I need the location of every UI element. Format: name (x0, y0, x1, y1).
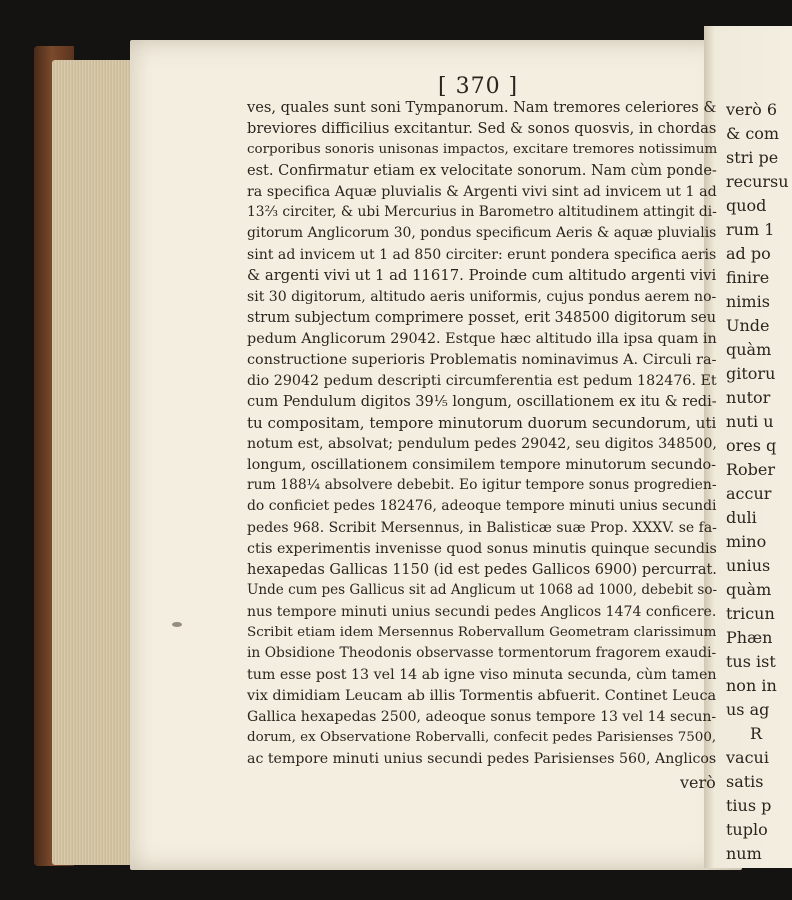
next-page-fragment: ad po (726, 244, 771, 263)
text-line: dorum, ex Observatione Robervalli, confecit pedes Parisienses 7500, (247, 730, 717, 745)
text-line: corporibus sonoris unisonas impactos, excitare tremores notissimum (247, 142, 718, 157)
text-line: ra specifica Aquæ pluvialis & Argenti vivi sint ad invicem ut 1 ad (247, 184, 717, 200)
text-line: nus tempore minuti unius secundi pedes Anglicos 1474 conficere. (247, 604, 717, 620)
text-line: 13⅔ circiter, & ubi Mercurius in Barometro altitudinem attingit di- (247, 204, 717, 220)
next-page-fragment: & com (726, 124, 780, 143)
next-page-fragment: accur (726, 484, 772, 503)
text-line: pedum Anglicorum 29042. Estque hæc altitudo illa ipsa quam in (247, 331, 717, 347)
text-line: cum Pendulum digitos 39⅕ longum, oscillationem ex itu & redi- (247, 394, 717, 410)
page-number: [ 370 ] (438, 74, 519, 99)
next-page-fragment: unius (726, 556, 771, 575)
text-line: Scribit etiam idem Mersennus Robervallum Geometram clarissimum (247, 625, 717, 640)
text-line: do conficiet pedes 182476, adeoque tempore minuti unius secundi (247, 498, 717, 514)
next-page-fragment: vacui (726, 748, 769, 767)
catchword: verò (680, 773, 716, 792)
text-line: longum, oscillationem consimilem tempore minutorum secundo- (247, 457, 717, 473)
next-page-fragment: tuplo (726, 820, 768, 839)
next-page-fragment: nimis (726, 292, 770, 311)
next-page-fragment: Unde (726, 316, 770, 335)
text-line: ves, quales sunt soni Tympanorum. Nam tremores celeriores & (247, 99, 717, 116)
text-line: dio 29042 pedum descripti circumferentia est pedum 182476. Et (247, 373, 717, 389)
next-page-fragment: nuti u (726, 412, 774, 431)
ink-blot (172, 622, 182, 627)
text-line: pedes 968. Scribit Mersennus, in Balisticæ suæ Prop. XXXV. se fa- (247, 520, 717, 536)
text-line: notum est, absolvat; pendulum pedes 29042, seu digitos 348500, (247, 436, 717, 452)
text-line: est. Confirmatur etiam ex velocitate sonorum. Nam cùm ponde- (247, 163, 717, 179)
text-line: rum 188¼ absolvere debebit. Eo igitur tempore sonus progredien- (247, 477, 717, 493)
text-line: vix dimidiam Leucam ab illis Tormentis abfuerit. Continet Leuca (247, 688, 717, 704)
next-page-fragment: us ag (726, 700, 770, 719)
text-line: hexapedas Gallicas 1150 (id est pedes Gallicos 6900) percurrat. (247, 562, 717, 578)
next-page-fragment: recursu (726, 172, 789, 191)
next-page-fragment: quàm (726, 340, 772, 359)
text-line: in Obsidione Theodonis observasse tormentorum fragorem exaudi- (247, 645, 717, 661)
next-page-fragment: ores q (726, 436, 777, 455)
next-page-fragment: duli (726, 508, 757, 527)
text-line: sit 30 digitorum, altitudo aeris uniformis, cujus pondus aerem no- (247, 289, 717, 305)
next-page-fragment: finire (726, 268, 770, 287)
next-page-fragment: tius p (726, 796, 772, 815)
text-line: Unde cum pes Gallicus sit ad Anglicum ut 1068 ad 1000, debebit so- (247, 582, 718, 598)
next-page-fragment: mino (726, 532, 767, 551)
next-page-fragment: quod (726, 196, 767, 215)
text-line: sint ad invicem ut 1 ad 850 circiter: erunt pondera specifica aeris (247, 247, 717, 263)
next-page-fragment: tus ist (726, 652, 776, 671)
next-page-fragment: Phæn (726, 628, 773, 647)
text-line: breviores difficilius excitantur. Sed & sonos quosvis, in chordas (247, 120, 717, 137)
text-line: tu compositam, tempore minutorum duorum secundorum, uti (247, 414, 717, 432)
text-line: strum subjectum comprimere posset, erit 348500 digitorum seu (247, 310, 716, 326)
text-line: ac tempore minuti unius secundi pedes Parisienses 560, Anglicos (247, 751, 717, 767)
text-line: gitorum Anglicorum 30, pondus specificum Aeris & aquæ pluvialis (247, 225, 717, 241)
text-line: tum esse post 13 vel 14 ab igne viso minuta secunda, cùm tamen (247, 667, 717, 683)
next-page-fragment: R (750, 724, 763, 743)
text-line: constructione superioris Problematis nominavimus A. Circuli ra- (247, 352, 717, 368)
next-page-fragment: rum 1 (726, 220, 775, 239)
next-page-fragment: nutor (726, 388, 771, 407)
next-page-fragment: tricun (726, 604, 775, 623)
next-page-fragment: satis (726, 772, 764, 791)
text-line: ctis experimentis invenisse quod sonus minutis quinque secundis (247, 541, 717, 557)
next-page-fragment: non in (726, 676, 777, 695)
next-page-fragment: stri pe (726, 148, 779, 167)
next-page-fragment: verò 6 (726, 100, 778, 119)
text-line: Gallica hexapedas 2500, adeoque sonus tempore 13 vel 14 secun- (247, 709, 717, 725)
next-page-fragment: gitoru (726, 364, 776, 383)
text-line: & argenti vivi ut 1 ad 11617. Proinde cum altitudo argenti vivi (247, 267, 717, 284)
next-page-fragment: num (726, 844, 762, 863)
next-page-fragment: quàm (726, 580, 772, 599)
next-page-fragment: Rober (726, 460, 776, 479)
